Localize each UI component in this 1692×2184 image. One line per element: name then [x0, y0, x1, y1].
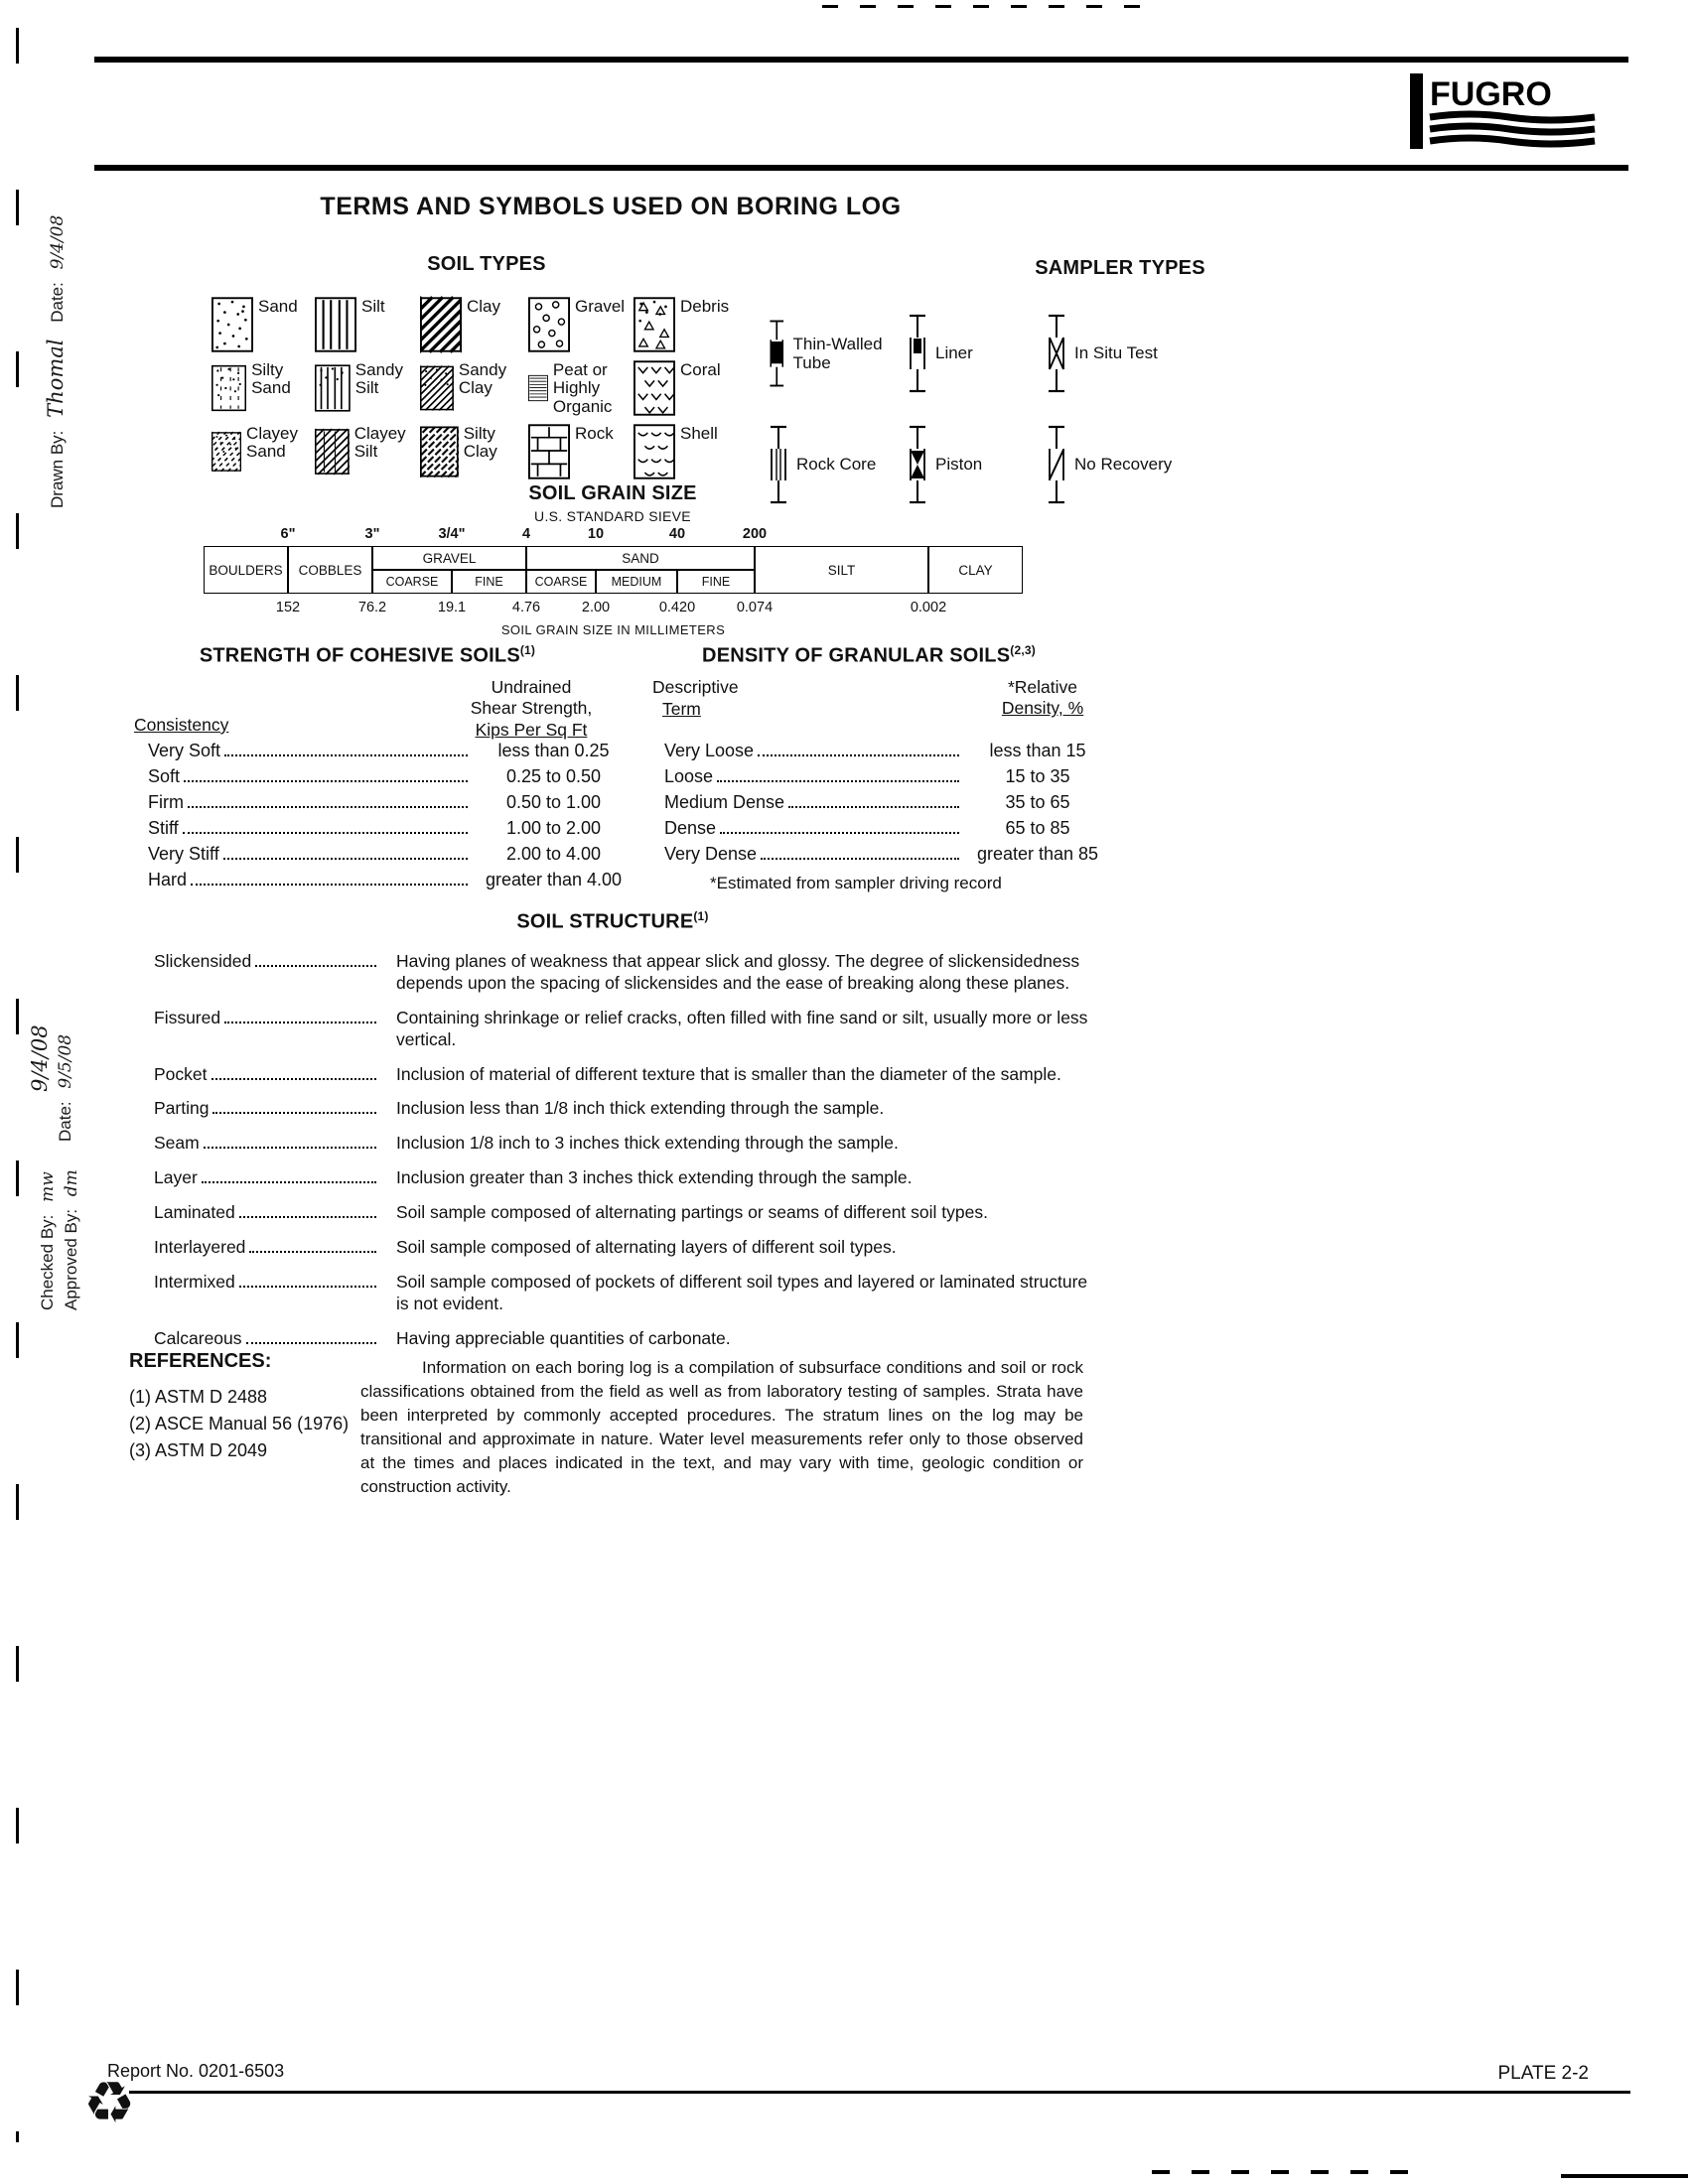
sampler-type-item	[767, 298, 906, 409]
density-term: Very Loose	[664, 741, 755, 760]
grain-size-mm-label: 4.76	[511, 600, 541, 615]
density-footnote: *Estimated from sampler driving record	[710, 874, 1002, 892]
sampler-type-item	[1045, 298, 1196, 409]
density-value: greater than 85	[976, 844, 1099, 864]
sampler-type-label: Liner	[935, 343, 973, 363]
dotted-leader	[720, 832, 959, 834]
dotted-leader	[183, 832, 468, 834]
strength-term: Very Soft	[148, 741, 221, 760]
fugro-logo-graphic	[1408, 71, 1602, 151]
sandy_silt-pattern-swatch	[315, 359, 351, 417]
sandy_clay-pattern-swatch	[420, 359, 454, 417]
header-rule	[94, 165, 1628, 171]
density-value: 65 to 85	[1005, 818, 1070, 838]
approved-by-initials: dm	[62, 1169, 81, 1197]
density-term: Dense	[664, 818, 717, 838]
soil-structure-definition: Soil sample composed of alternating layers of different soil types.	[396, 1236, 897, 1257]
strength-term: Hard	[148, 870, 188, 889]
soil-structure-definition: Having planes of weakness that appear slick and glossy. The degree of slickensidedness depends upon the spacing of slickensides and the ease of breaking along these planes.	[396, 951, 1080, 993]
approved-by-label: Approved By:	[62, 1208, 80, 1310]
density-term: Medium Dense	[664, 792, 785, 812]
density-term: Very Dense	[664, 844, 758, 864]
soil-structure-term: Interlayered	[154, 1236, 246, 1257]
density-value: 35 to 65	[1005, 792, 1070, 812]
soil-structure-term: Pocket	[154, 1063, 208, 1084]
checked-by-initials: mw	[38, 1171, 58, 1202]
soil-type-label: Clayey Silt	[353, 424, 406, 462]
clay-pattern-swatch	[420, 296, 462, 353]
dotted-leader	[223, 858, 468, 860]
soil-type-label: Coral	[680, 360, 721, 379]
soil-type-label: Sandy Clay	[458, 360, 507, 398]
soil-structure-definition: Soil sample composed of alternating partings or seams of different soil types.	[396, 1202, 988, 1222]
drawn-date-value: 9/4/08	[48, 214, 68, 270]
silty_sand-pattern-swatch	[212, 359, 246, 417]
soil-structure-term: Fissured	[154, 1007, 221, 1027]
soil-structure-row	[154, 1133, 1097, 1155]
dotted-leader	[246, 1342, 376, 1344]
references-heading: REFERENCES:	[129, 1350, 272, 1372]
dotted-leader	[239, 1216, 376, 1218]
strength-row	[134, 741, 635, 766]
density-heading-sup: (2,3)	[1010, 643, 1036, 657]
dotted-leader	[249, 1251, 376, 1253]
density-table	[650, 677, 1112, 905]
soil-structure-heading-sup: (1)	[693, 909, 709, 923]
strength-value: less than 0.25	[497, 741, 610, 760]
drawn-by-label: Drawn By:	[48, 430, 67, 508]
sieve-size-label: 4	[521, 526, 531, 542]
density-row	[650, 741, 1112, 766]
liner-symbol	[906, 314, 929, 393]
grain-size-cell: MEDIUM	[596, 570, 677, 594]
side-date-value: 9/5/08	[56, 1033, 75, 1089]
page-title: TERMS AND SYMBOLS USED ON BORING LOG	[320, 193, 902, 220]
soil-structure-term: Calcareous	[154, 1327, 242, 1348]
grain-size-mm-label: 19.1	[437, 600, 467, 615]
grain-size-chart	[204, 526, 1023, 660]
density-row	[650, 818, 1112, 844]
density-col2-header-line: Density, %	[1001, 698, 1084, 719]
grain-size-mm-label: 0.420	[658, 600, 696, 615]
grain-size-cell: SILT	[755, 546, 928, 594]
strength-heading	[139, 643, 596, 668]
sampler-types-heading-text: SAMPLER TYPES	[1035, 257, 1205, 279]
soil-type-label: Sandy Silt	[354, 360, 403, 398]
soil-type-label: Sand	[258, 297, 298, 316]
soil-type-item	[212, 359, 315, 423]
side-date-hand-value: 9/4/08	[28, 1024, 52, 1092]
grain-size-mm-label: 2.00	[581, 600, 611, 615]
thin_walled_tube-symbol	[767, 314, 787, 393]
dotted-leader	[758, 754, 959, 756]
fugro-logo	[1408, 71, 1602, 156]
density-col2-header-line: *Relative	[1007, 677, 1078, 697]
strength-table	[134, 677, 635, 905]
strength-row	[134, 818, 635, 844]
soil-type-item	[315, 359, 420, 423]
density-value: 15 to 35	[1005, 766, 1070, 786]
rock-pattern-swatch	[528, 423, 570, 480]
soil-type-item	[634, 423, 739, 486]
soil-structure-definition: Containing shrinkage or relief cracks, often filled with fine sand or silt, usually more or less vertical.	[396, 1007, 1088, 1049]
soil-structure-term: Slickensided	[154, 951, 252, 971]
gravel-pattern-swatch	[528, 296, 570, 353]
grain-size-cell: CLAY	[928, 546, 1023, 594]
strength-row	[134, 870, 635, 895]
soil-type-label: Peat or Highly Organic	[552, 360, 613, 416]
soil-structure-row	[154, 1167, 1097, 1189]
sand-pattern-swatch	[212, 296, 253, 353]
reference-item: (1) ASTM D 2488	[129, 1387, 268, 1407]
grain-size-cell: FINE	[677, 570, 755, 594]
strength-heading-text: STRENGTH OF COHESIVE SOILS	[199, 644, 520, 667]
reference-item: (3) ASTM D 2049	[129, 1440, 268, 1460]
soil-type-item	[528, 359, 634, 423]
sampler-type-label: Piston	[935, 455, 983, 475]
soil-structure-rows	[154, 951, 1097, 1362]
strength-col1-header: Consistency	[134, 715, 229, 735]
soil-types-heading	[288, 253, 685, 276]
approved-by-note	[62, 1158, 81, 1310]
soil-structure-term: Layer	[154, 1167, 198, 1188]
sampler-type-item	[906, 298, 1045, 409]
soil-type-item	[634, 359, 739, 423]
grain-size-cell: FINE	[452, 570, 526, 594]
soil-type-label: Debris	[680, 297, 730, 316]
sieve-size-label: 3"	[364, 526, 380, 542]
sampler-types-heading	[921, 257, 1319, 280]
soil-structure-definition: Soil sample composed of pockets of different soil types and layered or laminated structure is not evident.	[396, 1271, 1088, 1313]
soil-structure-definition: Inclusion of material of different texture that is smaller than the diameter of the sample.	[396, 1063, 1061, 1084]
soil-type-item	[212, 423, 315, 486]
grain-size-cell: COARSE	[372, 570, 452, 594]
grain-size-cell: GRAVEL	[372, 546, 526, 570]
soil-structure-term: Seam	[154, 1133, 200, 1154]
soil-structure-row	[154, 1202, 1097, 1224]
soil-type-item	[420, 423, 528, 486]
drawn-date-label: Date:	[48, 282, 67, 323]
debris-pattern-swatch	[634, 296, 675, 353]
dotted-leader	[212, 1112, 376, 1114]
soil-structure-heading	[414, 909, 811, 934]
soil-type-item	[634, 296, 739, 359]
strength-row	[134, 792, 635, 818]
reference-item: (2) ASCE Manual 56 (1976)	[129, 1414, 350, 1433]
registration-marks-top	[822, 5, 1150, 8]
sieve-size-label: 10	[587, 526, 605, 542]
dotted-leader	[204, 1147, 376, 1149]
sieve-size-label: 6"	[280, 526, 296, 542]
strength-value: 1.00 to 2.00	[505, 818, 602, 838]
grain-size-mm-label: 76.2	[357, 600, 387, 615]
margin-tick-marks	[16, 28, 19, 2142]
soil-type-item	[420, 296, 528, 359]
soil-type-item	[528, 423, 634, 486]
soil-types-grid	[212, 296, 739, 486]
density-heading	[640, 643, 1097, 668]
strength-heading-sup: (1)	[519, 643, 536, 657]
dotted-leader	[188, 806, 468, 808]
soil-type-label: Rock	[575, 424, 614, 443]
plate-number: PLATE 2-2	[1497, 2063, 1589, 2084]
strength-row	[134, 766, 635, 792]
sampler-type-item	[906, 409, 1045, 520]
density-heading-text: DENSITY OF GRANULAR SOILS	[702, 644, 1011, 667]
soil-type-label: Silty Sand	[251, 360, 291, 398]
soil-type-label: Silt	[361, 297, 385, 316]
strength-col2-header	[442, 677, 621, 741]
silty_clay-pattern-swatch	[420, 423, 459, 480]
soil-structure-row	[154, 951, 1097, 995]
density-col2-header	[973, 677, 1112, 720]
soil-type-label: Gravel	[575, 297, 626, 316]
soil-structure-term: Laminated	[154, 1202, 235, 1222]
checked-by-note	[38, 1160, 58, 1310]
density-col1-header-line: Descriptive	[652, 677, 739, 697]
dotted-leader	[224, 754, 468, 756]
strength-term: Soft	[148, 766, 181, 786]
dotted-leader	[255, 965, 376, 967]
dotted-leader	[717, 780, 959, 782]
density-col1-header-line: Term	[662, 698, 701, 719]
top-rule	[94, 57, 1628, 63]
soil-structure-row	[154, 1272, 1097, 1315]
bottom-rule	[129, 2091, 1630, 2094]
grain-size-caption: SOIL GRAIN SIZE IN MILLIMETERS	[500, 622, 726, 637]
checked-by-label: Checked By:	[38, 1214, 57, 1310]
soil-type-item	[212, 296, 315, 359]
soil-structure-row	[154, 1064, 1097, 1086]
in_situ_test-symbol	[1045, 314, 1068, 393]
clayey_silt-pattern-swatch	[315, 423, 350, 480]
side-date-label: Date:	[56, 1101, 74, 1142]
grain-size-heading	[414, 482, 811, 505]
coral-pattern-swatch	[634, 359, 675, 417]
registration-marks-bottom	[1152, 2170, 1422, 2174]
sieve-size-label: 40	[668, 526, 686, 542]
dotted-leader	[761, 858, 959, 860]
sampler-type-label: No Recovery	[1074, 455, 1173, 475]
notes-paragraph: Information on each boring log is a compilation of subsurface conditions and soil or rock classifications obtained from the field as well as from laboratory testing of samples. Strata have been interpreted by commonly accepted procedures. The stratum lines on the log may be transitional and approximate in nature. Water level measurements refer only to those observed at the times and places indicated in the text, and may vary with time, geologic condition or construction activity.	[360, 1358, 1083, 1496]
density-rows	[650, 741, 1112, 870]
dotted-leader	[224, 1022, 376, 1024]
strength-term: Very Stiff	[148, 844, 219, 864]
grain-size-cell: COBBLES	[288, 546, 372, 594]
sieve-size-label: 3/4"	[438, 526, 466, 542]
side-date-note	[56, 1023, 75, 1142]
dotted-leader	[202, 1181, 376, 1183]
strength-col2-header-line: Undrained	[491, 677, 572, 697]
soil-structure-row	[154, 1237, 1097, 1259]
soil-structure-row	[154, 1098, 1097, 1120]
dotted-leader	[239, 1286, 376, 1288]
dotted-leader	[191, 884, 468, 886]
dotted-leader	[212, 1078, 377, 1080]
clayey_sand-pattern-swatch	[212, 423, 241, 480]
sampler-type-label: In Situ Test	[1074, 343, 1158, 363]
no_recovery-symbol	[1045, 425, 1068, 504]
shell-pattern-swatch	[634, 423, 675, 480]
soil-type-item	[315, 423, 420, 486]
sampler-type-item	[1045, 409, 1196, 520]
soil-structure-row	[154, 1008, 1097, 1051]
sampler-type-label: Thin-Walled Tube	[792, 334, 883, 372]
density-term: Loose	[664, 766, 714, 786]
soil-structure-term: Parting	[154, 1098, 210, 1119]
sampler-types-grid	[767, 298, 1196, 520]
dotted-leader	[788, 806, 959, 808]
grain-size-mm-label: 0.002	[910, 600, 947, 615]
soil-structure-definition: Inclusion less than 1/8 inch thick extending through the sample.	[396, 1098, 885, 1119]
grain-size-mm-label: 152	[275, 600, 301, 615]
peat-pattern-swatch	[528, 359, 548, 417]
strength-value: 0.25 to 0.50	[505, 766, 602, 786]
fugro-logo-wordmark: FUGRO	[1430, 75, 1552, 113]
soil-structure-definition: Having appreciable quantities of carbonate.	[396, 1327, 731, 1348]
sampler-type-label: Rock Core	[796, 455, 877, 475]
strength-value: 0.50 to 1.00	[505, 792, 602, 812]
drawn-by-note	[44, 204, 68, 508]
grain-size-cell: COARSE	[526, 570, 596, 594]
soil-type-item	[420, 359, 528, 423]
soil-type-label: Clay	[467, 297, 501, 316]
grain-size-heading-text: SOIL GRAIN SIZE	[528, 482, 697, 504]
strength-value: greater than 4.00	[485, 870, 623, 889]
density-row	[650, 844, 1112, 870]
strength-col2-header-line: Kips Per Sq Ft	[475, 719, 588, 740]
grain-size-subheading: U.S. STANDARD SIEVE	[534, 508, 691, 524]
dotted-leader	[184, 780, 468, 782]
report-number: Report No. 0201-6503	[107, 2061, 285, 2081]
soil-type-item	[528, 296, 634, 359]
soil-structure-definition: Inclusion greater than 3 inches thick extending through the sample.	[396, 1167, 913, 1188]
density-row	[650, 792, 1112, 818]
soil-type-label: Silty Clay	[463, 424, 497, 462]
soil-type-label: Shell	[680, 424, 718, 443]
strength-term: Stiff	[148, 818, 179, 838]
density-row	[650, 766, 1112, 792]
soil-type-item	[315, 296, 420, 359]
grain-size-mm-label: 0.074	[736, 600, 774, 615]
strength-row	[134, 844, 635, 870]
recycle-icon: ♻	[83, 2071, 135, 2135]
side-date-handwritten	[28, 1013, 52, 1092]
density-value: less than 15	[989, 741, 1086, 760]
soil-structure-row	[154, 1328, 1097, 1350]
drawn-by-signature: Thomal	[44, 339, 68, 418]
soil-types-heading-text: SOIL TYPES	[427, 253, 546, 275]
strength-rows	[134, 741, 635, 895]
soil-structure-term: Intermixed	[154, 1271, 235, 1292]
soil-type-label: Clayey Sand	[246, 424, 299, 462]
grain-size-cell: SAND	[526, 546, 755, 570]
silt-pattern-swatch	[315, 296, 356, 353]
strength-col2-header-line: Shear Strength,	[470, 698, 593, 719]
grain-size-table	[204, 546, 1023, 594]
piston-symbol	[906, 425, 929, 504]
strength-term: Firm	[148, 792, 184, 812]
references-list	[129, 1384, 349, 1464]
density-col1-header	[652, 677, 739, 721]
strength-value: 2.00 to 4.00	[505, 844, 602, 864]
registration-mark-corner	[1561, 2174, 1688, 2178]
grain-size-cell: BOULDERS	[204, 546, 288, 594]
sieve-size-label: 200	[742, 526, 768, 542]
soil-structure-heading-text: SOIL STRUCTURE	[516, 910, 694, 933]
soil-structure-definition: Inclusion 1/8 inch to 3 inches thick extending through the sample.	[396, 1133, 899, 1154]
